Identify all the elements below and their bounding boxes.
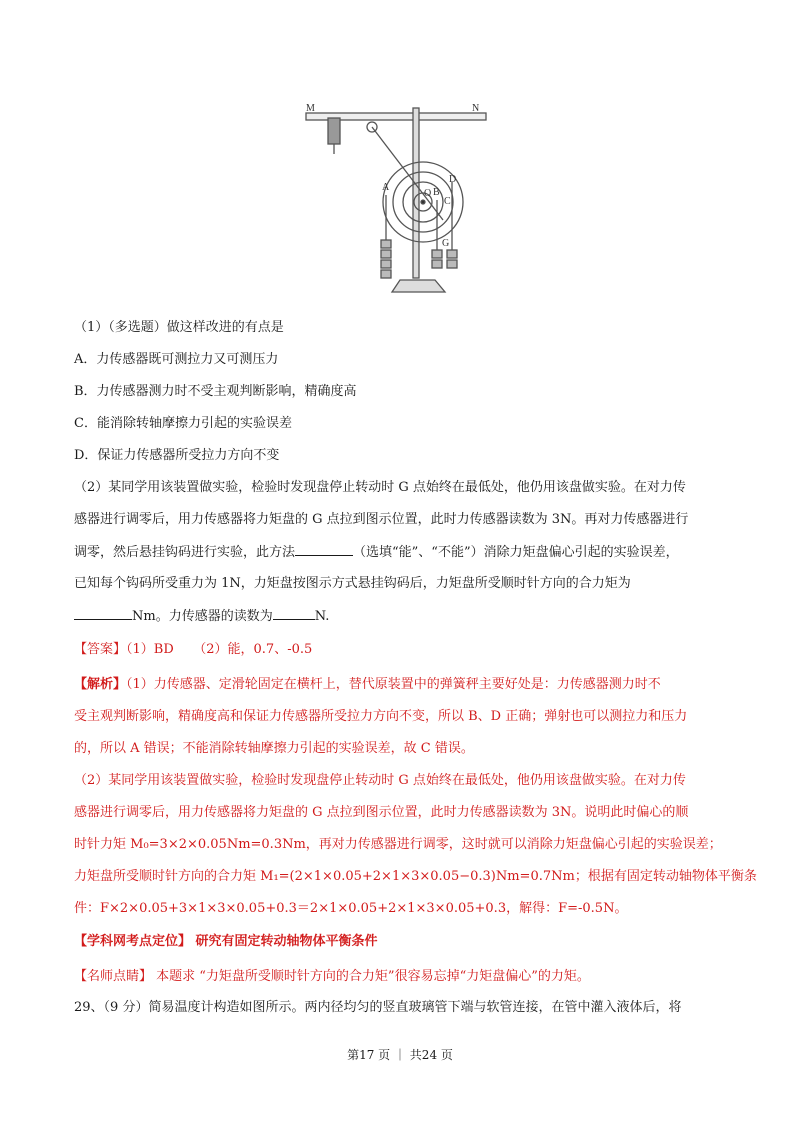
vertical-stand bbox=[413, 108, 419, 278]
tip-text: 本题求 “力矩盘所受顺时针方向的合力矩”很容易忘掉“力矩盘偏心”的力矩。 bbox=[152, 969, 590, 984]
q2-line4: 已知每个钩码所受重力为 1N，力矩盘按图示方式悬挂钩码后，力矩盘所受顺时针方向的合力矩为 bbox=[74, 576, 631, 591]
analysis-text: （1）力传感器、定滑轮固定在横杆上，替代原装置中的弹簧秤主要好处是：力传感器测力时不 bbox=[126, 677, 661, 692]
stand-base bbox=[392, 280, 445, 292]
q29-line: 29、（9 分）简易温度计构造如图所示。两内径均匀的竖直玻璃管下端与软管连接，在管中灌入液体后，将 bbox=[74, 1000, 682, 1015]
weight bbox=[432, 250, 442, 258]
answer-blank-1 bbox=[295, 542, 353, 556]
weight bbox=[432, 260, 442, 268]
q2-line1: （2）某同学用该装置做实验，检验时发现盘停止转动时 G 点始终在最低处，他仍用该盘做实验。在对力传 bbox=[74, 480, 686, 495]
tip-line bbox=[74, 967, 590, 987]
q2-line5-mid: Nm。力传感器的读数为 bbox=[132, 609, 273, 624]
answer-text: （1）BD （2）能，0.7、-0.5 bbox=[126, 642, 313, 657]
analysis-line-8: 件：F×2×0.05+3×1×3×0.05+0.3＝2×1×0.05+2×1×3×0.05+0.3，解得：F=-0.5N。 bbox=[74, 901, 628, 916]
weight bbox=[381, 240, 391, 248]
analysis-line-5: 感器进行调零后，用力传感器将力矩盘的 G 点拉到图示位置，此时力传感器读数为 3N。说明此时偏心的顺 bbox=[74, 805, 689, 820]
weight bbox=[381, 260, 391, 268]
q1-option-a: A．力传感器既可测拉力又可测压力 bbox=[74, 352, 279, 367]
q2-line3 bbox=[74, 542, 679, 563]
q1-stem: （1）（多选题）做这样改进的有点是 bbox=[74, 320, 284, 335]
analysis-label: 【解析】 bbox=[74, 677, 127, 692]
weight bbox=[447, 250, 457, 258]
label-d: D bbox=[449, 174, 457, 185]
kaodian-label: 【学科网考点定位】 bbox=[74, 934, 192, 949]
page-footer: 第17 页 ｜ 共24 页 bbox=[347, 1048, 453, 1062]
analysis-line-7: 力矩盘所受顺时针方向的合力矩 M₁=(2×1×0.05+2×1×3×0.05−0.3)Nm=0.7Nm；根据有固定转动轴物体平衡条 bbox=[74, 869, 757, 884]
kaodian-line bbox=[74, 932, 378, 952]
q2-line3-end: （选填“能”、“不能”）消除力矩盘偏心引起的实验误差， bbox=[353, 545, 679, 560]
force-sensor bbox=[328, 118, 340, 144]
torque-disk-diagram bbox=[300, 100, 500, 300]
kaodian-text: 研究有固定转动轴物体平衡条件 bbox=[191, 934, 378, 949]
q1-option-c: C．能消除转轴摩擦力引起的实验误差 bbox=[74, 416, 292, 431]
disk-axle bbox=[421, 200, 425, 204]
q2-line5-end: N. bbox=[314, 609, 330, 624]
q1-option-b: B．力传感器测力时不受主观判断影响，精确度高 bbox=[74, 384, 357, 399]
tip-label: 【名师点睛】 bbox=[74, 969, 153, 984]
weight bbox=[381, 250, 391, 258]
answer-blank-3 bbox=[273, 606, 315, 620]
label-o: O bbox=[424, 188, 432, 199]
label-g: G bbox=[442, 238, 450, 249]
answer-blank-2 bbox=[74, 606, 132, 620]
label-b: B bbox=[433, 187, 440, 198]
q2-line2: 感器进行调零后，用力传感器将力矩盘的 G 点拉到图示位置，此时力传感器读数为 3N。再对力传感器进行 bbox=[74, 512, 689, 527]
label-a: A bbox=[382, 182, 390, 193]
label-m: M bbox=[306, 103, 315, 114]
analysis-line-4: （2）某同学用该装置做实验，检验时发现盘停止转动时 G 点始终在最低处，他仍用该盘做实验。在对力传 bbox=[74, 773, 686, 788]
analysis-line-1 bbox=[74, 675, 661, 695]
q2-line5 bbox=[74, 606, 329, 627]
apparatus-figure bbox=[300, 100, 500, 300]
label-n: N bbox=[472, 103, 480, 114]
answer-label: 【答案】 bbox=[74, 642, 127, 657]
analysis-line-2: 受主观判断影响，精确度高和保证力传感器所受拉力方向不变，所以 B、D 正确；弹射也可以测拉力和压力 bbox=[74, 709, 688, 724]
label-c: C bbox=[444, 196, 451, 207]
weight bbox=[447, 260, 457, 268]
analysis-line-3: 的，所以 A 错误；不能消除转轴摩擦力引起的实验误差，故 C 错误。 bbox=[74, 741, 474, 756]
analysis-line-6: 时针力矩 M₀=3×2×0.05Nm=0.3Nm，再对力传感器进行调零，这时就可以消除力矩盘偏心引起的实验误差； bbox=[74, 837, 722, 852]
q1-option-d: D．保证力传感器所受拉力方向不变 bbox=[74, 448, 280, 463]
q2-line3-start: 调零，然后悬挂钩码进行实验，此方法 bbox=[74, 545, 296, 560]
answer-line bbox=[74, 640, 312, 660]
weight bbox=[381, 270, 391, 278]
